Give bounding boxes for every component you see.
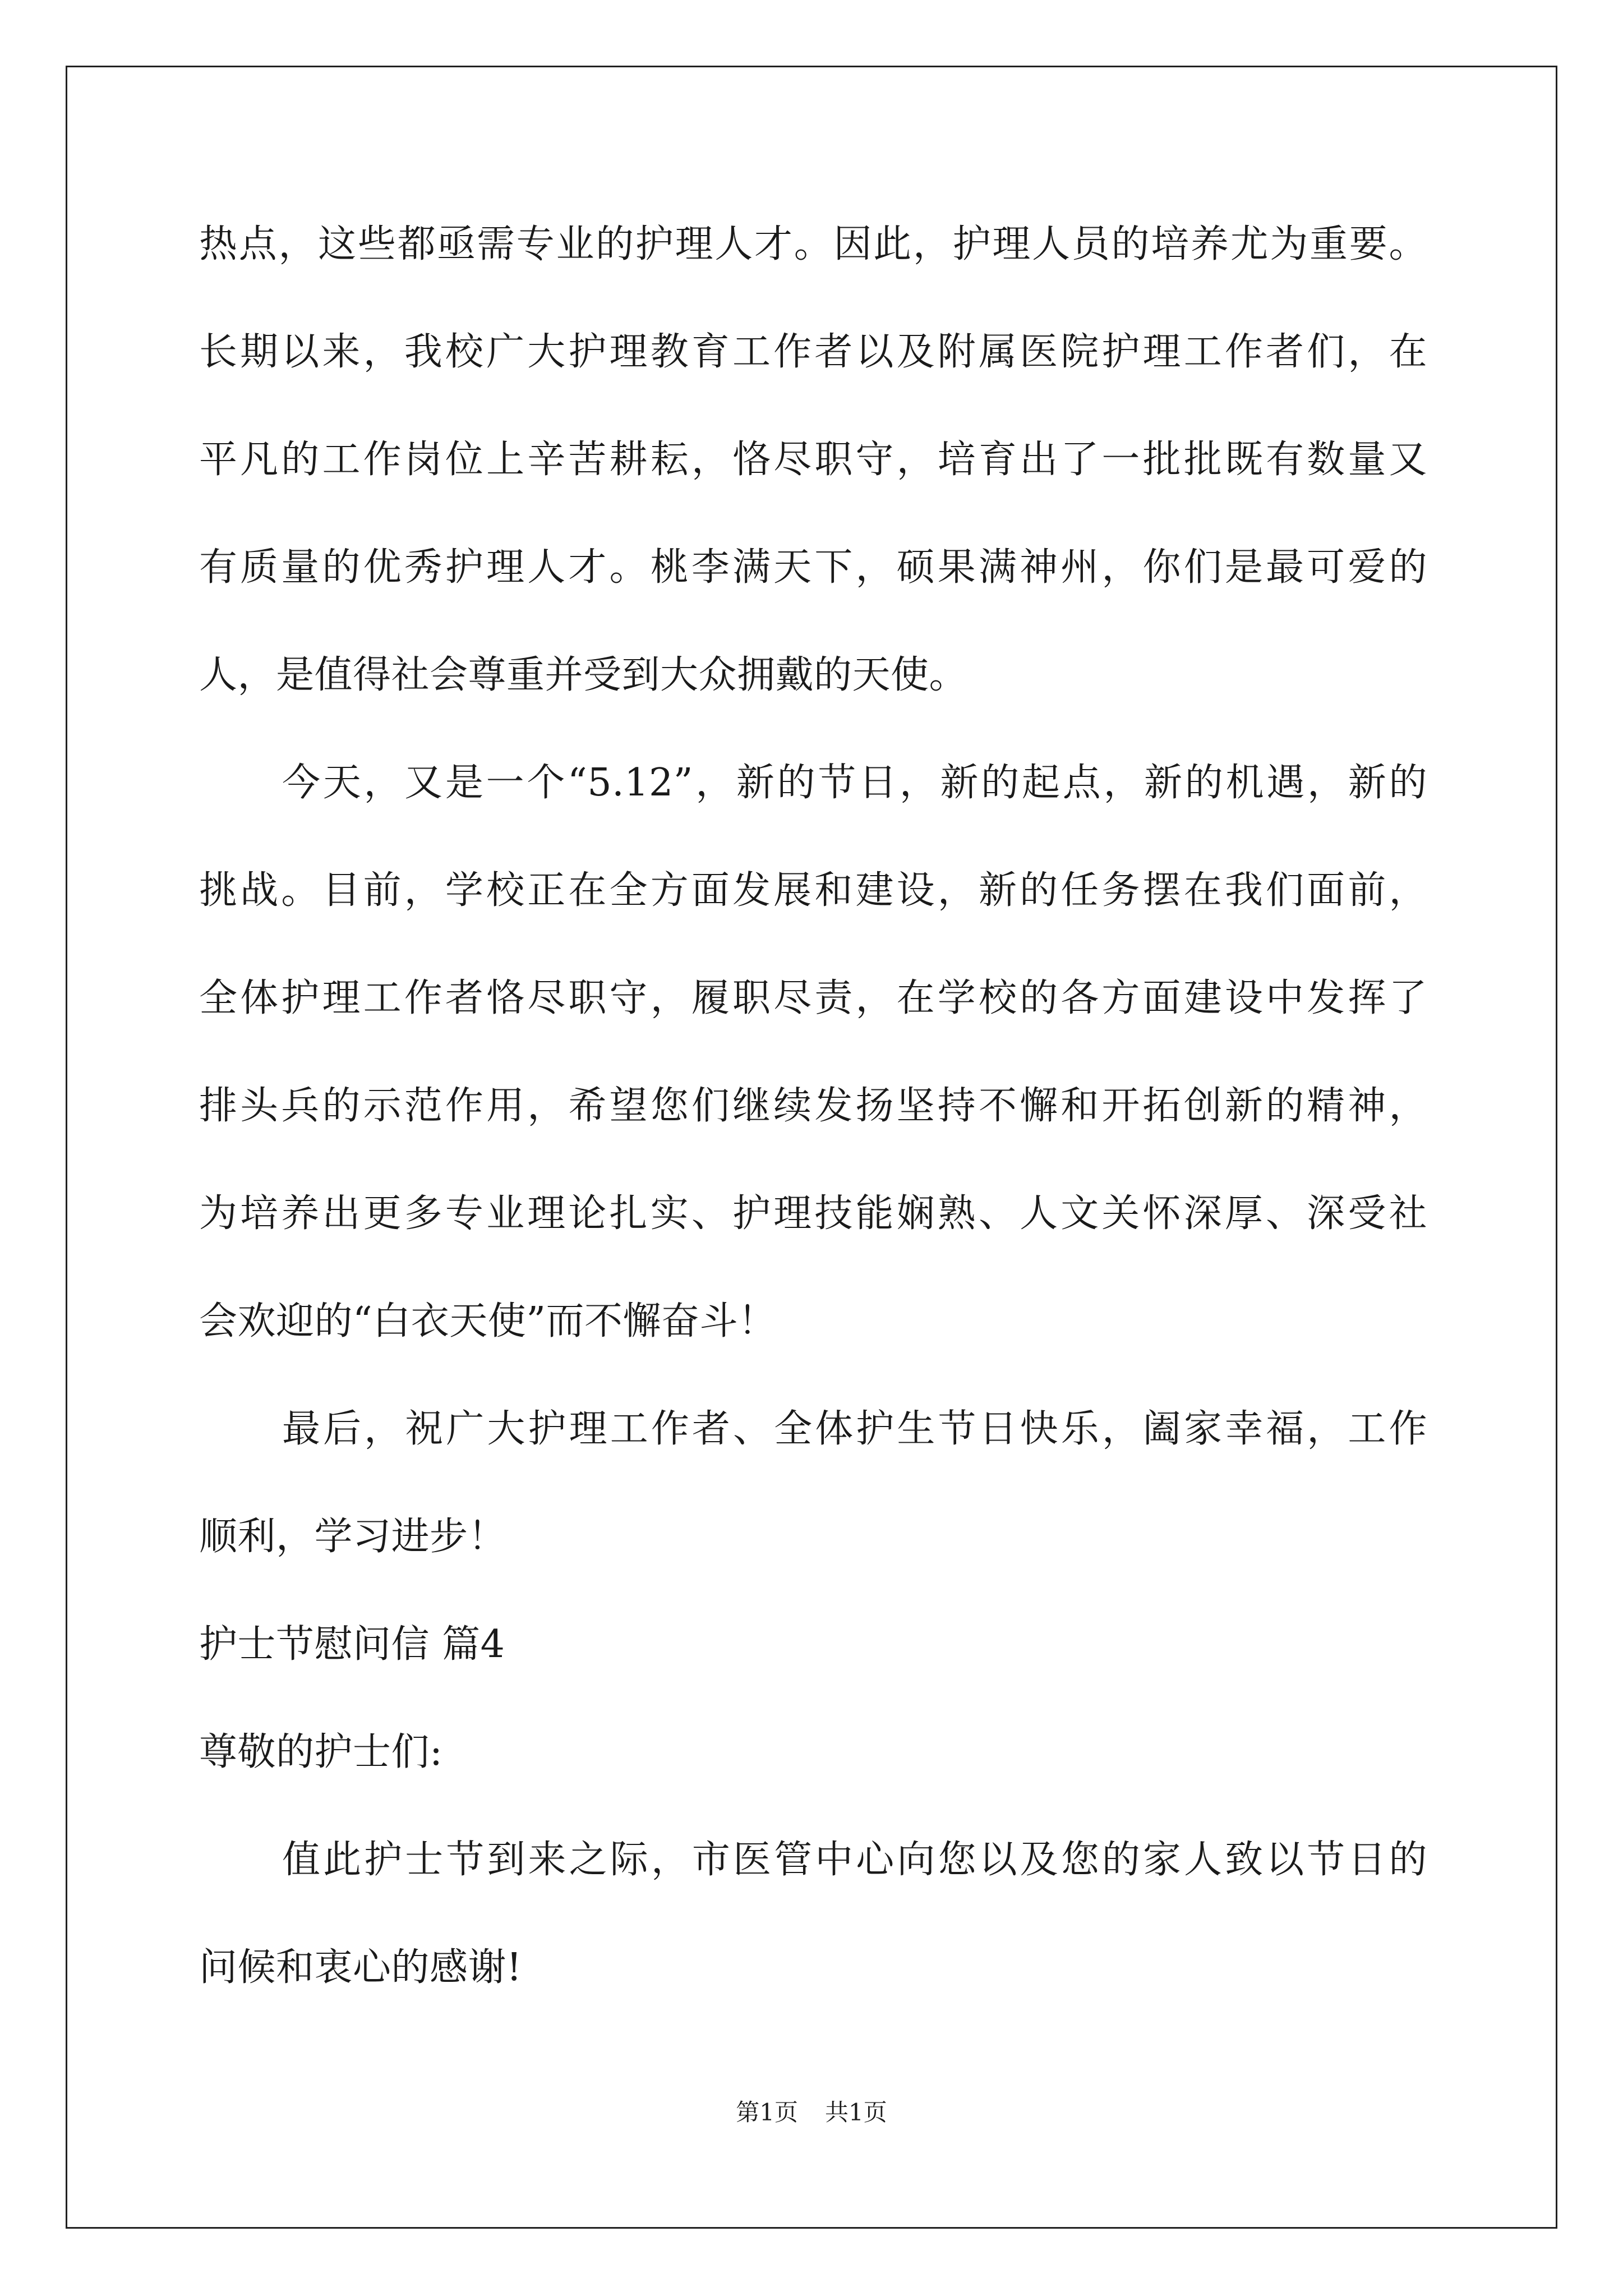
page-number: 第1页: [736, 2099, 798, 2126]
page-total: 共1页: [825, 2099, 887, 2126]
section-heading: 护士节慰问信 篇4: [199, 1622, 505, 1667]
text-line: 最后，祝广大护理工作者、全体护生节日快乐，阖家幸福，工作: [282, 1407, 1427, 1451]
text-line: 有质量的优秀护理人才。桃李满天下，硕果满神州，你们是最可爱的: [199, 545, 1427, 590]
text-line: 长期以来，我校广大护理教育工作者以及附属医院护理工作者们，在: [199, 330, 1427, 374]
text-line: 值此护士节到来之际，市医管中心向您以及您的家人致以节日的: [282, 1838, 1427, 1882]
salutation: 尊敬的护士们:: [199, 1730, 443, 1774]
page-footer: [0, 2096, 1623, 2129]
document-body: [199, 191, 1427, 2022]
text-line: 热点，这些都亟需专业的护理人才。因此，护理人员的培养尤为重要。: [199, 222, 1427, 266]
text-line: 问候和衷心的感谢!: [199, 1945, 522, 1990]
text-line: 今天，又是一个“5.12”，新的节日，新的起点，新的机遇，新的: [282, 761, 1427, 805]
text-line: 排头兵的示范作用，希望您们继续发扬坚持不懈和开拓创新的精神，: [199, 1084, 1427, 1128]
text-line: 会欢迎的“白衣天使”而不懈奋斗！: [199, 1299, 777, 1343]
text-line: 平凡的工作岗位上辛苦耕耘，恪尽职守，培育出了一批批既有数量又: [199, 438, 1427, 482]
text-line: 挑战。目前，学校正在全方面发展和建设，新的任务摆在我们面前，: [199, 868, 1427, 913]
text-line: 为培养出更多专业理论扎实、护理技能娴熟、人文关怀深厚、深受社: [199, 1191, 1427, 1236]
text-line: 人，是值得社会尊重并受到大众拥戴的天使。: [199, 653, 968, 697]
text-line: 全体护理工作者恪尽职守，履职尽责，在学校的各方面建设中发挥了: [199, 976, 1427, 1020]
text-line: 顺利，学习进步！: [199, 1515, 507, 1559]
